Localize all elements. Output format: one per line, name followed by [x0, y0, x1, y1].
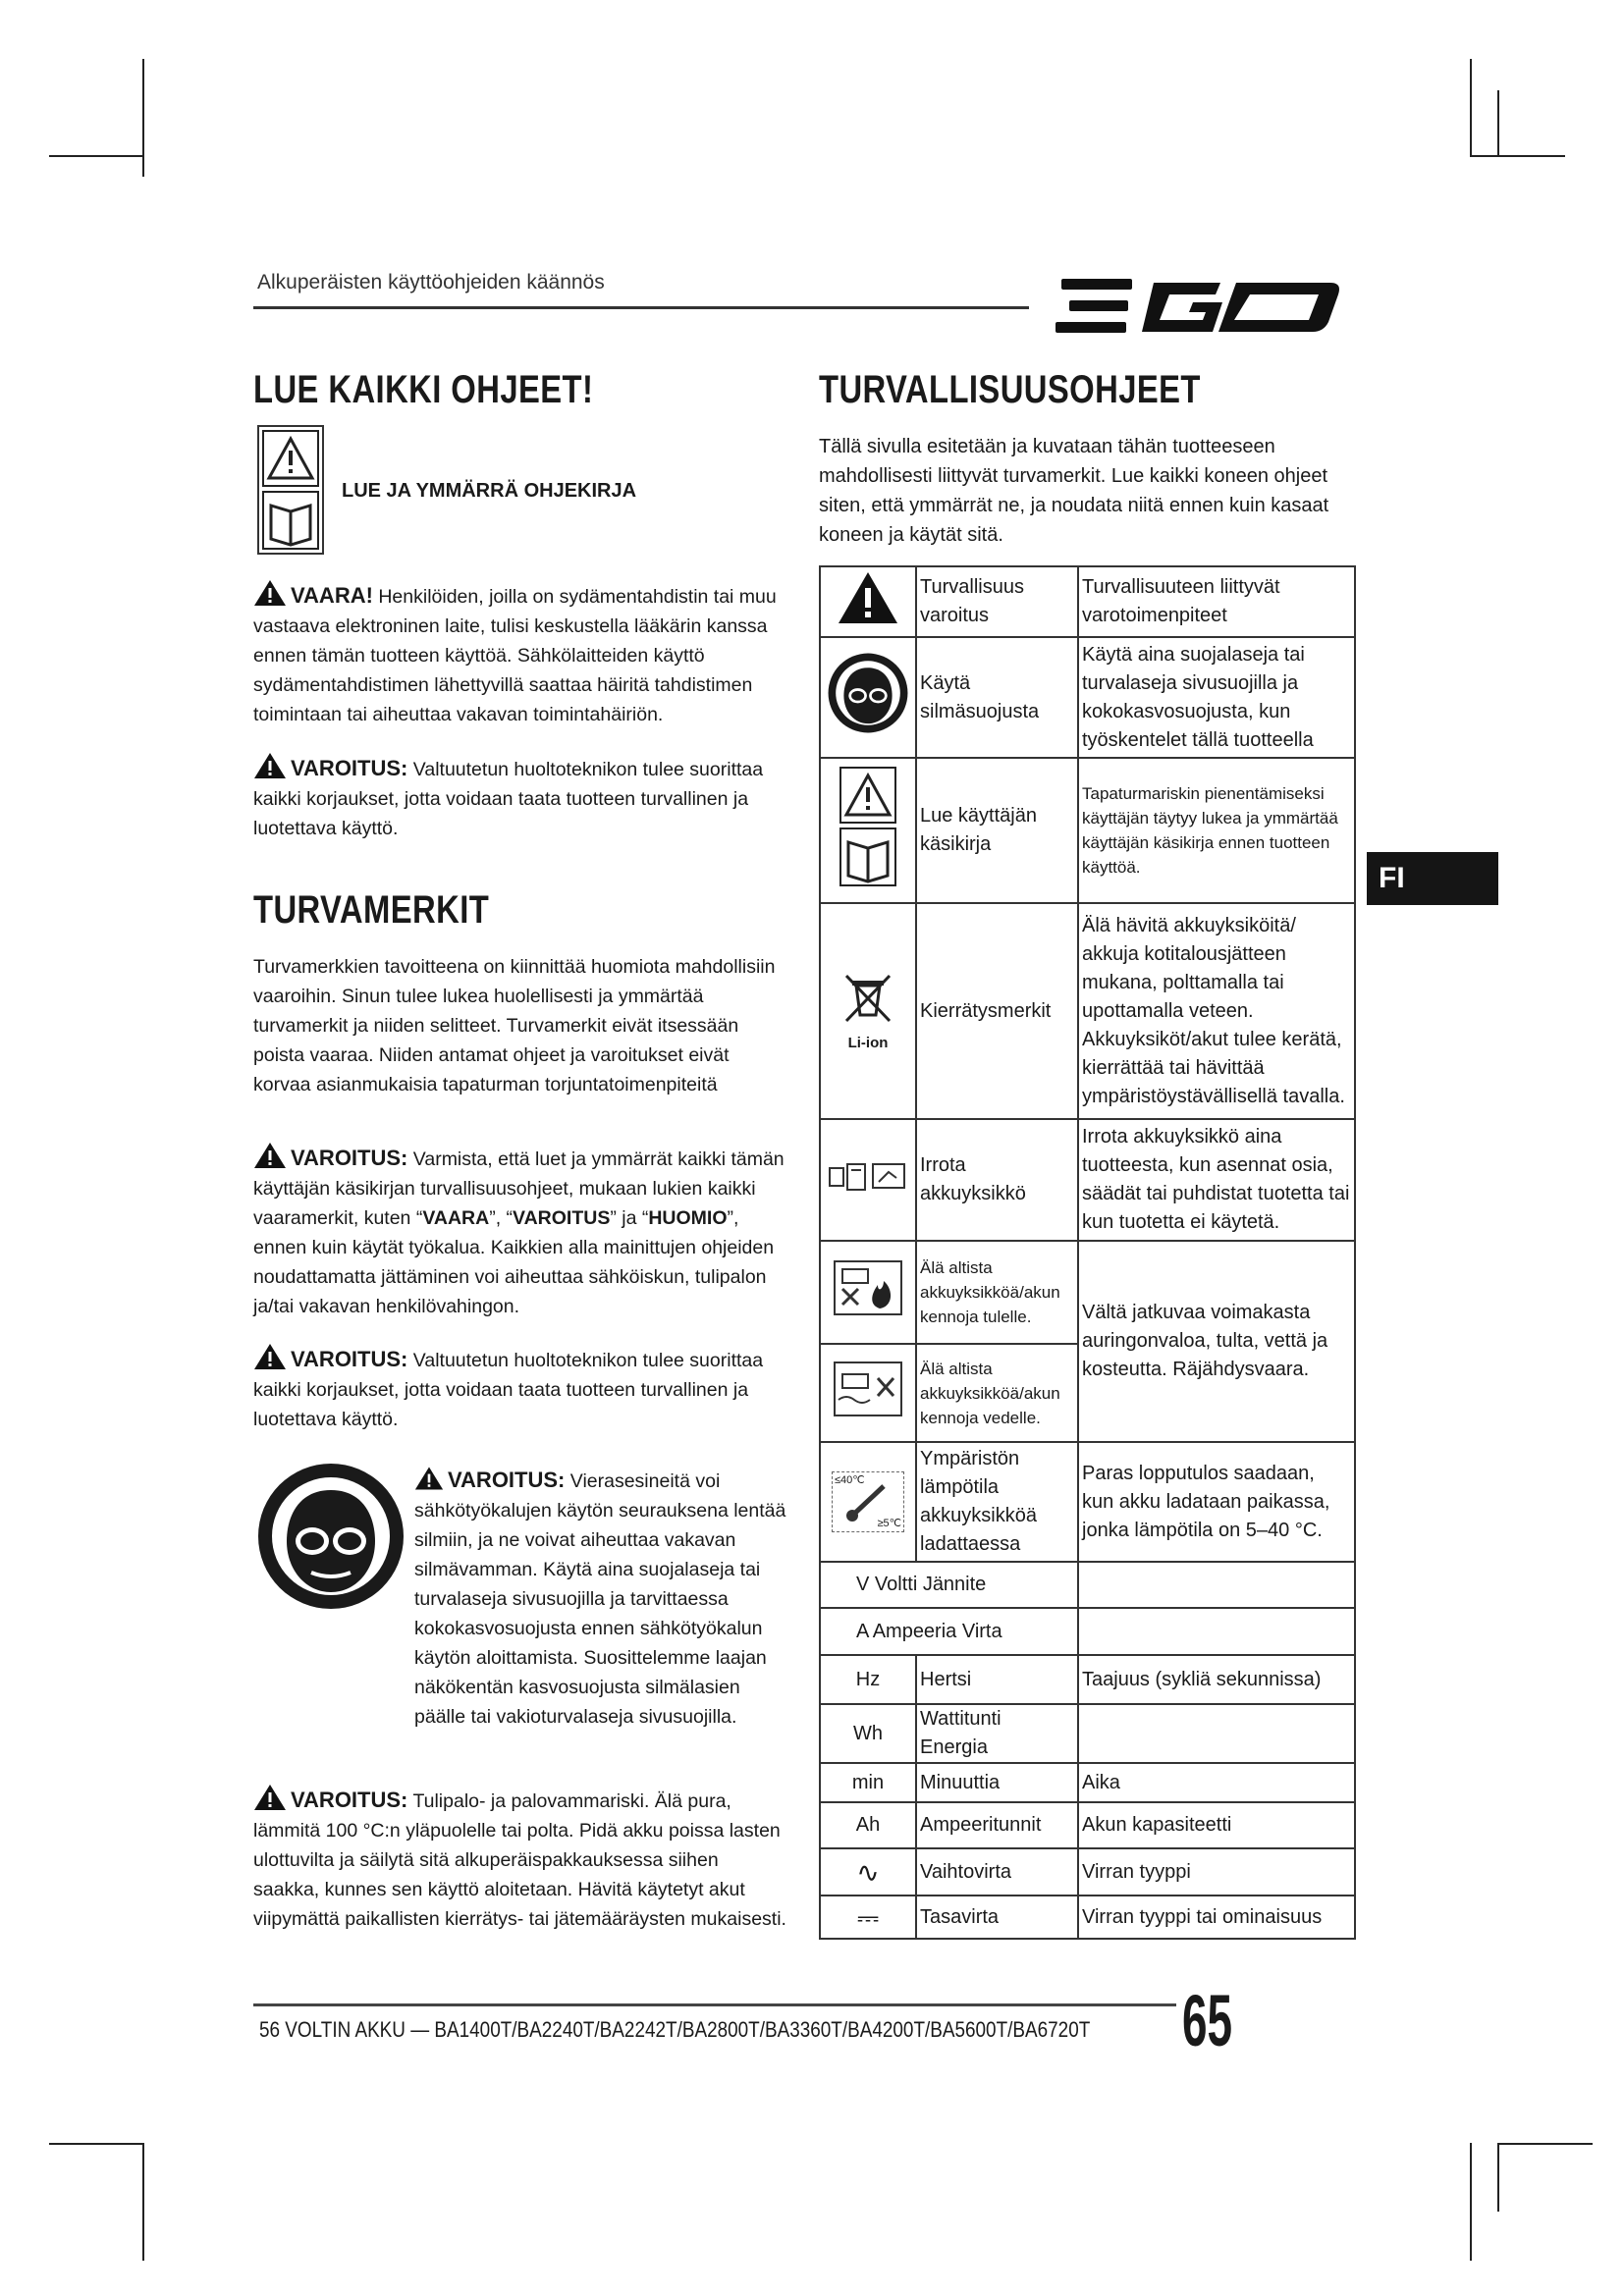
symbol-desc: Irrota akkuyksikkö aina tuotteesta, kun asennat osia, säädät tai puhdistat tuotetta tai kun tuotetta ei käytetä. — [1078, 1119, 1355, 1241]
unit-desc: Virran tyyppi tai ominaisuus — [1078, 1896, 1355, 1939]
direct-current-icon: ⎓ — [820, 1896, 916, 1939]
table-row — [820, 1896, 1355, 1939]
table-row — [820, 1442, 1355, 1562]
footer-model-text: 56 VOLTIN AKKU — BA1400T/BA2240T/BA2242T/BA2800T/BA3360T/BA4200T/BA5600T/BA6720T — [259, 2017, 1091, 2042]
warning-triangle-icon — [253, 752, 287, 779]
crop-mark — [49, 155, 144, 157]
symbol-desc: Paras lopputulos saadaan, kun akku ladataan paikassa, jonka lämpötila on 5–40 °C. — [1078, 1442, 1355, 1562]
unit-symbol: Wh — [820, 1704, 916, 1763]
symbol-cell — [820, 1344, 916, 1442]
crop-mark — [1497, 90, 1499, 155]
crop-mark — [1470, 155, 1565, 157]
safety-alert-icon — [837, 570, 899, 625]
table-row — [820, 1763, 1355, 1802]
unit-name: Wattitunti Energia — [916, 1704, 1078, 1763]
crop-mark — [1470, 59, 1472, 157]
no-water-icon — [833, 1361, 903, 1417]
symbol-cell — [820, 1241, 916, 1344]
symbol-desc: Vältä jatkuvaa voimakasta auringonvaloa, tulta, vettä ja kosteutta. Räjähdysvaara. — [1078, 1241, 1355, 1442]
danger-notice — [253, 579, 788, 729]
header-rule — [253, 306, 1029, 309]
term-vaara: VAARA — [422, 1207, 490, 1229]
symbol-cell — [820, 758, 916, 903]
unit-name: Tasavirta — [916, 1896, 1078, 1939]
temp-max-label: ≤40℃ — [835, 1474, 865, 1486]
table-row — [820, 566, 1355, 637]
unit-desc: Akun kapasiteetti — [1078, 1802, 1355, 1848]
warning-triangle-icon — [253, 1142, 287, 1169]
header-subtitle: Alkuperäisten käyttöohjeiden käännös — [257, 271, 605, 294]
no-fire-icon — [833, 1259, 903, 1316]
ego-logo — [1056, 273, 1350, 342]
unit-desc: Taajuus (sykliä sekunnissa) — [1078, 1655, 1355, 1704]
page-number: 65 — [1182, 1980, 1233, 2061]
heading-safety-signs: TURVAMERKIT — [253, 888, 490, 932]
term-huomio: HUOMIO — [648, 1207, 728, 1229]
warning-read-manual — [253, 1142, 788, 1321]
warning-text: Valtuutetun huoltoteknikon tulee suorittaa kaikki korjaukset, jotta voidaan taata tuotteen turvallinen ja luotettava käyttö. — [253, 759, 764, 839]
warning-label: VAROITUS: — [291, 1146, 408, 1170]
unit-desc: Virran tyyppi — [1078, 1848, 1355, 1896]
table-row — [820, 1704, 1355, 1763]
warning-repairs-2 — [253, 1343, 788, 1434]
unit-name: Hertsi — [916, 1655, 1078, 1704]
warning-fire-risk — [253, 1784, 788, 1934]
warning-label: VAROITUS: — [291, 756, 408, 780]
warning-text: ”, ennen kuin käytät työkalua. Kaikkien alla mainittujen ohjeiden noudattamatta jättäminen voi aiheuttaa sähköiskun, tulipalon ja/tai vakavan henkilövahingon. — [253, 1207, 775, 1317]
warning-text: Tulipalo- ja palovammariski. Älä pura, lämmitä 100 °C:n yläpuolelle tai polta. Pidä akku poissa lasten ulottuvilta ja säilytä sitä alkuperäispakkauksessa siihen saakka, kunnes sen käyttö aloitetaan. Hävitä käytetyt akut viipymättä paikallisten kierrätys- tai jätemääräysten mukaisesti. — [253, 1790, 786, 1930]
symbol-name: Lue käyttäjän käsikirja — [916, 758, 1078, 903]
warning-repairs-1 — [253, 752, 788, 843]
manual-icon-box — [257, 425, 324, 555]
symbol-name: Älä altista akkuyksikköä/akun kennoja vedelle. — [916, 1344, 1078, 1442]
li-ion-label: Li-ion — [847, 1034, 889, 1051]
symbol-name: Älä altista akkuyksikköä/akun kennoja tulelle. — [916, 1241, 1078, 1344]
eye-protection-icon — [828, 653, 908, 733]
table-row — [820, 903, 1355, 1119]
warning-triangle-icon — [253, 1343, 287, 1370]
symbol-cell — [820, 1442, 916, 1562]
warning-text: Vierasesineitä voi sähkötyökalujen käytön seurauksena lentää silmiin, ja ne voivat aiheuttaa vakavan silmävamman. Käytä aina suojalaseja tai turvalaseja sivusuojilla ja tarvittaessa kokokasvosuojusta ennen sähkötyökalun käytön aloittamista. Suosittelemme laajan näkökentän kasvosuojusta silmälasien päälle tai vakioturvalaseja sivusuojilla. — [414, 1470, 786, 1728]
symbol-desc: Käytä aina suojalaseja tai turvalaseja sivusuojilla ja kokokasvosuojusta, kun työskentelet tällä tuotteella — [1078, 637, 1355, 758]
unit-desc — [1078, 1704, 1355, 1763]
term-varoitus: VAROITUS — [513, 1207, 611, 1229]
crop-mark — [142, 59, 144, 177]
warning-triangle-icon — [414, 1466, 444, 1491]
unit-symbol: Hz — [820, 1655, 916, 1704]
crop-mark — [1470, 2143, 1472, 2261]
warning-label: VAROITUS: — [291, 1347, 408, 1371]
safety-symbols-table — [819, 565, 1356, 1940]
warning-label: VAROITUS: — [291, 1788, 408, 1812]
symbol-name: Irrota akkuyksikkö — [916, 1119, 1078, 1241]
warning-text: Valtuutetun huoltoteknikon tulee suorittaa kaikki korjaukset, jotta voidaan taata tuotteen turvallinen ja luotettava käyttö. — [253, 1350, 764, 1430]
crop-mark — [1497, 2143, 1499, 2212]
unit-name: Ampeeritunnit — [916, 1802, 1078, 1848]
eye-protection-icon — [257, 1463, 405, 1610]
table-row — [820, 1848, 1355, 1896]
table-row — [820, 1802, 1355, 1848]
symbol-desc: Tapaturmariskin pienentämiseksi käyttäjän täytyy lukea ja ymmärtää käyttäjän käsikirja ennen tuotteen käyttöä. — [1078, 758, 1355, 903]
warning-eye-protection — [414, 1466, 787, 1732]
alternating-current-icon: ∿ — [820, 1848, 916, 1896]
unit-ampere: A Ampeeria Virta — [820, 1608, 1078, 1655]
unit-name: Vaihtovirta — [916, 1848, 1078, 1896]
unit-symbol: min — [820, 1763, 916, 1802]
danger-text: Henkilöiden, joilla on sydämentahdistin tai muu vastaava elektroninen laite, tulisi keskustella lääkärin kanssa ennen tämän tuotteen käyttöä. Sähkölaitteiden käyttö sydämentahdistimen lähettyvillä saattaa häiritä tahdistimen toimintaan tai aiheuttaa vakavan toimintahäiriön. — [253, 586, 777, 725]
symbol-cell — [820, 637, 916, 758]
heading-read-all: LUE KAIKKI OHJEET! — [253, 368, 594, 411]
heading-safety-instructions: TURVALLISUUSOHJEET — [819, 368, 1201, 411]
warning-triangle-icon — [253, 1784, 287, 1811]
unit-volt: V Voltti Jännite — [820, 1562, 1078, 1608]
unit-desc: Aika — [1078, 1763, 1355, 1802]
table-row — [820, 1562, 1355, 1608]
unit-symbol: Ah — [820, 1802, 916, 1848]
signs-intro: Turvamerkkien tavoitteena on kiinnittää huomiota mahdollisiin vaaroihin. Sinun tulee lukea huolellisesti ja ymmärtää turvamerkit ja niiden selitteet. Turvamerkit eivät itsessään poista vaaraa. Niiden antamat ohjeet ja varoitukset eivät korvaa asianmukaisia tapaturman torjuntatoimenpiteitä — [253, 956, 776, 1095]
remove-battery-icon — [826, 1156, 910, 1196]
symbol-cell — [820, 566, 916, 637]
safety-intro: Tällä sivulla esitetään ja kuvataan tähän tuotteeseen mahdollisesti liittyvät turvamerkit. Lue kaikki koneen ohjeet siten, että ymmärrät ne, ja noudata niitä ennen kuin kasaat koneen ja käytät sitä. — [819, 436, 1329, 546]
symbol-desc: Älä hävitä akkuyksiköitä/ akkuja kotitalousjätteen mukana, polttamalla tai upottamalla veteen. Akkuyksiköt/akut tulee kerätä, kierrättää tai hävittää ympäristöystävällisellä tavalla. — [1078, 903, 1355, 1119]
danger-label: VAARA! — [291, 583, 373, 608]
warning-text: ”, “ — [489, 1207, 514, 1229]
symbol-name: Kierrätysmerkit — [916, 903, 1078, 1119]
manual-label: LUE JA YMMÄRRÄ OHJEKIRJA — [342, 480, 637, 502]
crop-mark — [1497, 2143, 1593, 2145]
warning-text: Varmista, että luet ja ymmärrät kaikki tämän käyttäjän käsikirjan turvallisuusohjeet, mukaan lukien kaikki vaaramerkit, kuten “ — [253, 1148, 785, 1229]
table-row — [820, 637, 1355, 758]
table-row — [820, 1241, 1355, 1344]
crossed-bin-icon — [839, 972, 897, 1027]
footer-rule — [253, 2003, 1176, 2006]
symbol-desc — [1078, 1608, 1355, 1655]
crop-mark — [142, 2143, 144, 2261]
temperature-icon — [832, 1471, 904, 1532]
symbol-desc — [1078, 1562, 1355, 1608]
warning-triangle-icon — [253, 579, 287, 607]
symbol-desc: Turvallisuuteen liittyvät varotoimenpiteet — [1078, 566, 1355, 637]
read-manual-icon — [259, 427, 322, 553]
symbol-cell — [820, 1119, 916, 1241]
language-tab: FI — [1367, 852, 1498, 905]
table-row — [820, 1608, 1355, 1655]
read-manual-icon — [837, 764, 899, 889]
symbol-name: Ympäristön lämpötila akkuyksikköä ladattaessa — [916, 1442, 1078, 1562]
crop-mark — [49, 2143, 144, 2145]
table-row — [820, 1119, 1355, 1241]
unit-name: Minuuttia — [916, 1763, 1078, 1802]
symbol-name: Turvallisuus varoitus — [916, 566, 1078, 637]
temp-min-label: ≥5℃ — [877, 1518, 901, 1529]
symbol-cell — [820, 903, 916, 1119]
table-row — [820, 758, 1355, 903]
warning-text: ” ja “ — [610, 1207, 649, 1229]
table-row — [820, 1655, 1355, 1704]
warning-label: VAROITUS: — [448, 1468, 566, 1492]
symbol-name: Käytä silmäsuojusta — [916, 637, 1078, 758]
